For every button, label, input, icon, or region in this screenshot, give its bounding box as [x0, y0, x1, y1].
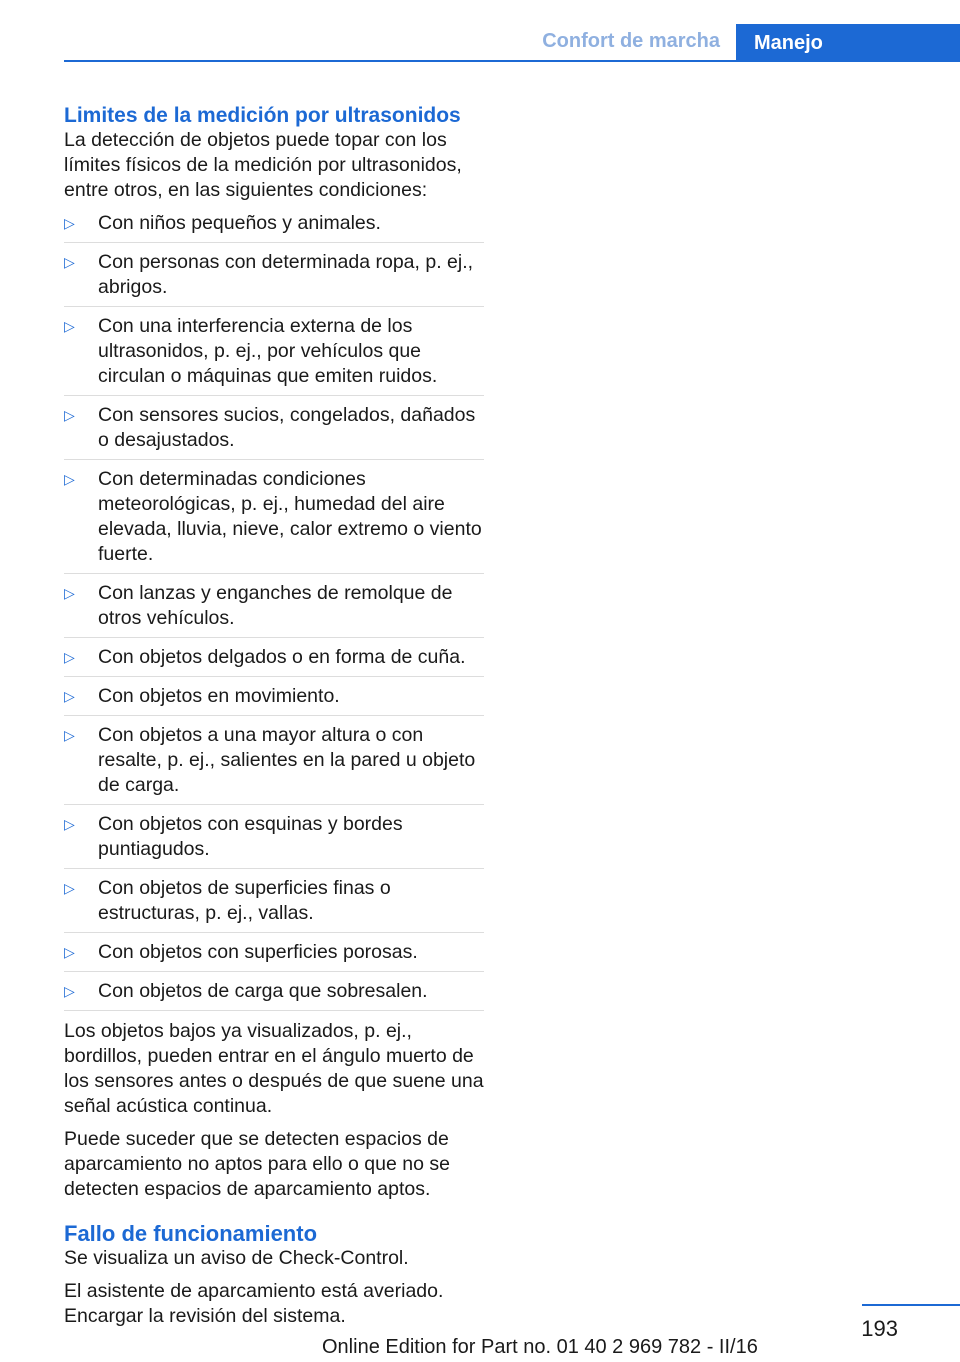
- list-item: ▷ Con objetos con esquinas y bordes puntiagudos.: [64, 812, 484, 869]
- triangle-bullet-icon: ▷: [64, 880, 75, 896]
- page-content: [64, 104, 484, 1337]
- list-item: ▷ Con personas con determinada ropa, p. ej., abrigos.: [64, 250, 484, 307]
- intro-paragraph: La detección de objetos puede topar con los límites físicos de la medición por ultrasonidos, entre otros, en las siguientes condiciones:: [64, 129, 462, 201]
- list-item: ▷ Con objetos de carga que sobresalen.: [64, 979, 484, 1011]
- triangle-bullet-icon: ▷: [64, 944, 75, 960]
- triangle-bullet-icon: ▷: [64, 688, 75, 704]
- list-item: ▷ Con objetos de superficies finas o estructuras, p. ej., vallas.: [64, 876, 484, 933]
- conditions-list: [64, 211, 484, 1011]
- triangle-bullet-icon: ▷: [64, 471, 75, 487]
- triangle-bullet-icon: ▷: [64, 215, 75, 231]
- triangle-bullet-icon: ▷: [64, 816, 75, 832]
- triangle-bullet-icon: ▷: [64, 727, 75, 743]
- list-item: ▷ Con objetos en movimiento.: [64, 684, 484, 716]
- low-objects-paragraph: Los objetos bajos ya visualizados, p. ej., bordillos, pueden entrar en el ángulo muerto de los sensores antes o después de que suene una señal acústica continua.: [64, 1020, 484, 1117]
- header-section: Confort de marcha: [542, 30, 720, 52]
- page-number-rule: [862, 1304, 960, 1306]
- triangle-bullet-icon: ▷: [64, 254, 75, 270]
- triangle-bullet-icon: ▷: [64, 407, 75, 423]
- list-item: ▷ Con objetos delgados o en forma de cuña.: [64, 645, 484, 677]
- parking-spaces-paragraph: Puede suceder que se detecten espacios de aparcamiento no aptos para ello o que no se detecten espacios de aparcamiento aptos.: [64, 1128, 450, 1200]
- list-item: ▷ Con objetos con superficies porosas.: [64, 940, 484, 972]
- page-number: 193: [861, 1316, 898, 1341]
- system-check-paragraph: El asistente de aparcamiento está averiado. Encargar la revisión del sistema.: [64, 1280, 444, 1327]
- check-control-paragraph: Se visualiza un aviso de Check-Control.: [64, 1247, 409, 1269]
- edition-footer: Online Edition for Part no. 01 40 2 969 782 - II/16: [322, 1336, 758, 1358]
- section-title: Limites de la medición por ultrasonidos: [64, 104, 461, 127]
- list-item: ▷ Con lanzas y enganches de remolque de otros vehículos.: [64, 581, 484, 638]
- list-item: ▷ Con una interferencia externa de los ultrasonidos, p. ej., por vehículos que circulan o máquinas que emiten ruidos.: [64, 314, 484, 396]
- triangle-bullet-icon: ▷: [64, 318, 75, 334]
- malfunction-title: Fallo de funcionamiento: [64, 1221, 318, 1246]
- header-tab: Manejo: [736, 24, 960, 62]
- list-item: ▷ Con determinadas condiciones meteorológicas, p. ej., humedad del aire elevada, lluvia, nieve, calor extremo o viento fuerte.: [64, 467, 484, 574]
- list-item: ▷ Con sensores sucios, congelados, dañados o desajustados.: [64, 403, 484, 460]
- triangle-bullet-icon: ▷: [64, 983, 75, 999]
- triangle-bullet-icon: ▷: [64, 585, 75, 601]
- list-item: ▷ Con objetos a una mayor altura o con resalte, p. ej., salientes en la pared u objeto de carga.: [64, 723, 484, 805]
- triangle-bullet-icon: ▷: [64, 649, 75, 665]
- list-item: ▷ Con niños pequeños y animales.: [64, 211, 484, 243]
